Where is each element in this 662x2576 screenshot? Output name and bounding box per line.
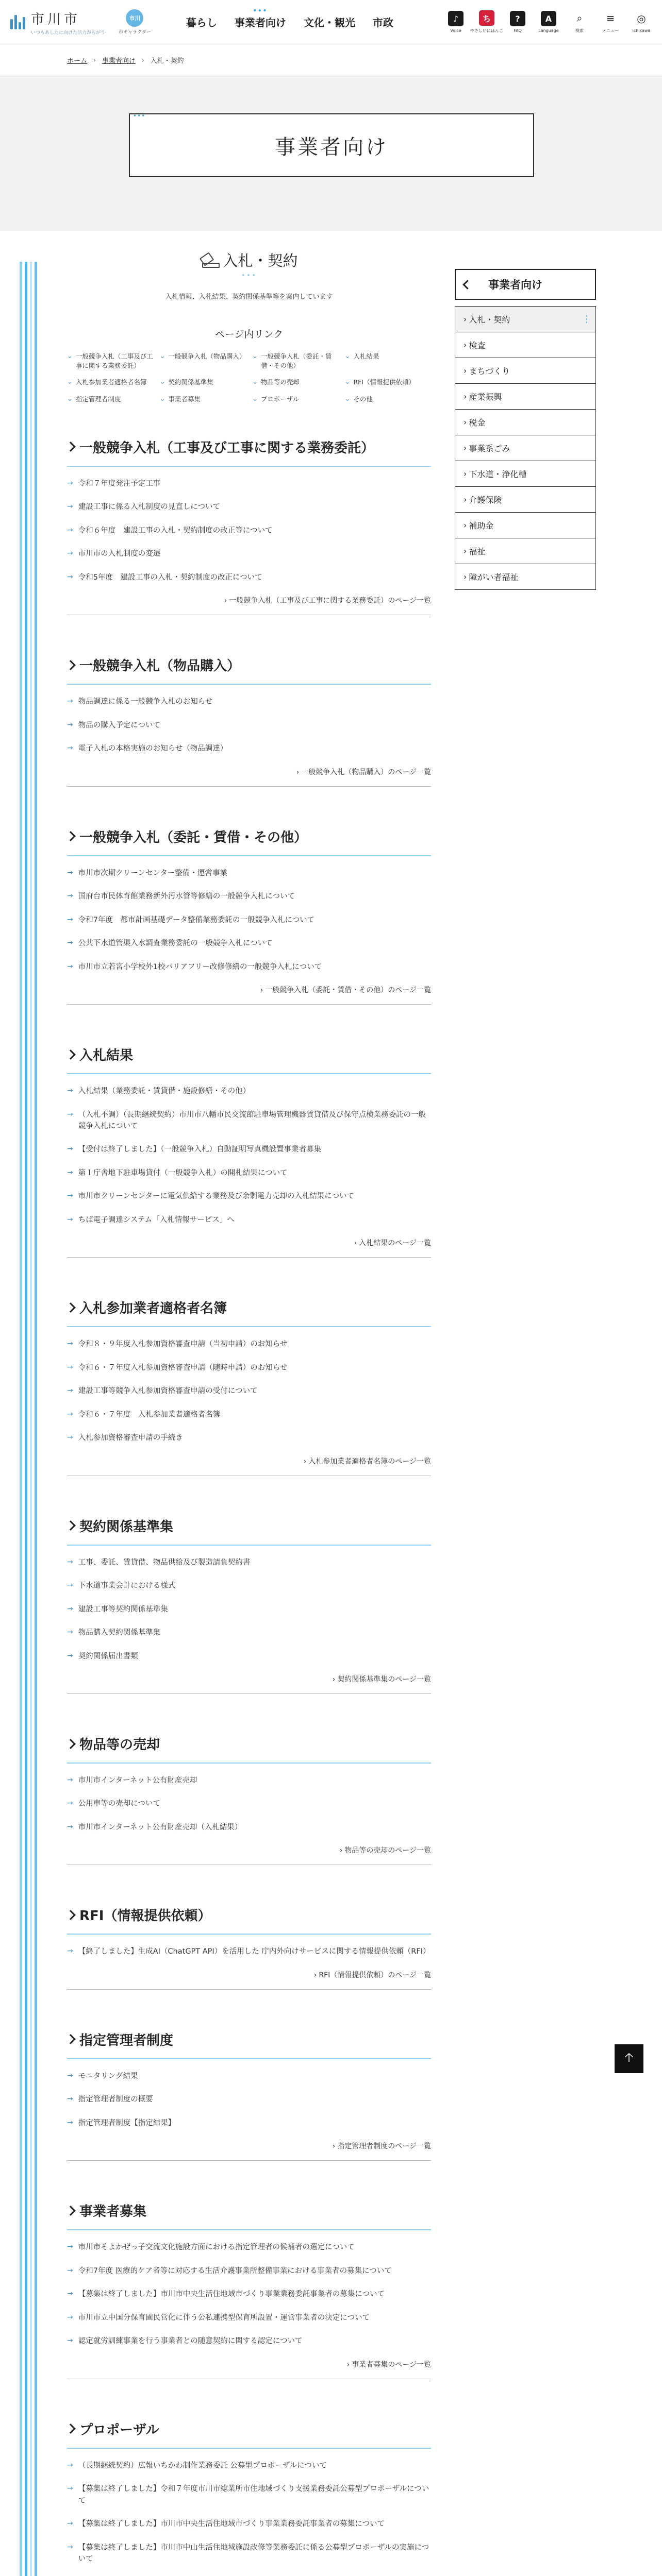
content-block [67,437,431,615]
chevron-right-icon [65,2206,76,2216]
arrow-right-icon: → [67,1947,73,1956]
hamburger-icon: ≡ [606,12,615,24]
arrow-right-icon: → [67,549,73,558]
content-blocks [67,437,431,2576]
list-item[interactable]: → 市川市そよかぜっ子交流文化施設方面における指定管理者の候補者の選定について [67,2242,431,2253]
arrow-right-icon: → [67,479,73,487]
arrow-right-icon: → [67,892,73,901]
breadcrumb-business[interactable]: 事業者向け [102,57,136,65]
chevron-right-icon: › [464,314,467,324]
list-item[interactable]: → 公共下水道管渠入水調査業務委託の一般競争入札について [67,938,431,949]
arrow-down-icon: ⌄ [159,395,166,403]
list-item[interactable]: → 市川市次期クリーンセンター整備・運営事業 [67,868,431,879]
chevron-right-icon: › [260,986,263,995]
content-block [67,1045,431,1258]
list-item[interactable]: → 令和６・７年度入札参加資格審査申請（随時申請）のお知らせ [67,1362,431,1374]
block-list [67,1338,431,1444]
arrow-right-icon: → [67,1340,73,1348]
more-link[interactable]: › 入札結果のページ一覧 [67,1238,431,1258]
mascot-label: 市キャラクター [119,29,151,35]
list-item[interactable]: → 入札結果（業務委託・賃貸借・施設修繕・その他） [67,1086,431,1097]
search-icon: ⌕ [576,12,583,24]
arrow-right-icon: → [67,2313,73,2321]
page-title-box [129,113,534,177]
sidebar-list [455,306,596,590]
page-link-item[interactable]: ⌄ 入札結果 [345,352,432,370]
chevron-right-icon: › [464,366,467,376]
page-link-item[interactable]: ⌄ 指定管理者制度 [67,395,154,404]
more-link[interactable]: › 一般競争入札（工事及び工事に関する業務委託）のページ一覧 [67,595,431,615]
site-header [0,0,662,44]
content-block [67,655,431,786]
chevron-right-icon: › [464,572,467,582]
nav-culture[interactable]: 文化・観光 [303,16,355,29]
main-content [67,231,431,2576]
sidebar-item[interactable]: › 介護保険 [455,487,595,513]
speaker-icon: ♪ [448,11,464,26]
nav-business[interactable]: ••• 事業者向け [235,14,286,29]
gavel-icon [200,252,220,268]
list-item[interactable]: → 工事、委託、賃貸借、物品供給及び製造請負契約書 [67,1557,431,1568]
block-list [67,1557,431,1662]
list-item[interactable]: → 市川市立若宮小学校外1校バリアフリー改修修繕の一般競争入札について [67,961,431,973]
more-link[interactable]: › 一般競争入札（委託・賃借・その他）のページ一覧 [67,985,431,1005]
page-title: ••• 事業者向け [275,135,388,159]
page-link-item[interactable]: ⌄ 事業者募集 [160,395,246,404]
block-heading: 入札参加業者適格者名簿 [67,1298,431,1327]
list-item[interactable]: → （入札不調）（長期継続契約）市川市八幡市民交流館駐車場管理機器賃貸借及び保守点検業務委託の一般競争入札について [67,1109,431,1132]
arrow-right-icon: → [67,502,73,511]
more-link[interactable]: › 物品等の売却のページ一覧 [67,1845,431,1865]
content-block [67,1734,431,1865]
block-heading: 事業者募集 [67,2201,431,2230]
list-item[interactable]: → 公用車等の売却について [67,1798,431,1809]
content-block [67,2030,431,2161]
easy-japanese-button[interactable]: ち やさしいにほんご [475,10,498,33]
sidebar-item[interactable]: › 障がい者福祉 [455,564,595,590]
chevron-right-icon: › [224,597,227,605]
sidebar-item[interactable]: › 事業系ごみ [455,435,595,461]
arrow-right-icon: → [67,1557,73,1566]
page-links [67,327,431,404]
arrow-down-icon: ⌄ [252,352,258,360]
list-item[interactable]: → 市川市インターネット公有財産売却（入札結果） [67,1822,431,1833]
section-header [67,249,431,301]
arrow-right-icon: → [67,1776,73,1784]
page-links-grid [67,352,431,404]
content-block [67,1516,431,1694]
breadcrumb-current: 入札・契約 [150,57,184,65]
list-item[interactable]: → 物品購入契約関係基準集 [67,1627,431,1638]
arrow-down-icon: ⌄ [344,395,351,403]
breadcrumb-home[interactable]: ホーム [67,57,88,65]
sidebar-item[interactable]: › 下水道・浄化槽 [455,461,595,487]
list-item[interactable]: → 令和7年度 医療的ケア者等に対応する生活介護事業所整備事業における事業者の募集について [67,2265,431,2277]
arrow-right-icon: → [67,2071,73,2080]
chevron-right-icon: › [464,495,467,504]
page-link-item[interactable]: ⌄ 入札参加業者適格者名簿 [67,378,154,387]
voice-button[interactable]: ♪ Voice [444,11,467,33]
chevron-right-icon [65,442,76,452]
list-item[interactable]: → 電子入札の本格実施のお知らせ（物品調達） [67,743,431,754]
chevron-right-icon: › [464,469,467,479]
arrow-right-icon: → [67,962,73,971]
page-link-item[interactable]: ⌄ プロポーザル [252,395,339,404]
list-item[interactable]: → 【募集は終了しました】令和７年度市川市総業所市住地域づくり支援業務委託公募型プロポーザルについて [67,2483,431,2506]
menu-button[interactable]: ≡ メニュー [599,10,622,33]
list-item[interactable]: → ちば電子調達システム「入札情報サービス」へ [67,1214,431,1226]
title-area [0,76,662,231]
arrow-down-icon: ⌄ [159,378,166,386]
chevron-right-icon [65,660,76,670]
chevron-right-icon [65,2034,76,2044]
page-link-item[interactable]: ⌄ 一般競争入札（委託・賃借・その他） [252,352,339,370]
list-item[interactable]: → 下水道事業会計における様式 [67,1580,431,1591]
logo-name: 市川市 [31,11,81,27]
chevron-right-icon [65,1049,76,1060]
more-link[interactable]: › RFI（情報提供依頼）のページ一覧 [67,1970,431,1990]
arrow-right-icon: → [67,1822,73,1831]
arrow-down-icon: ⌄ [344,378,351,386]
content-block [67,2201,431,2379]
content-block [67,1905,431,1989]
arrow-right-icon: → [67,1215,73,1224]
block-heading: 入札結果 [67,1045,431,1074]
list-item[interactable]: → 市川市インターネット公有財産売却 [67,1775,431,1786]
more-link[interactable]: › 一般競争入札（物品購入）のページ一覧 [67,767,431,787]
arrow-down-icon: ⌄ [67,395,73,403]
block-list [67,2071,431,2129]
arrow-down-icon: ⌄ [344,352,351,360]
list-item[interactable]: → 第１庁舎地下駐車場貸付（一般競争入札）の開札結果について [67,1167,431,1179]
global-nav [186,14,393,29]
language-icon: A [541,11,556,26]
list-item[interactable]: → 令和７年度発注予定工事 [67,478,431,489]
sidebar [455,269,596,590]
sidebar-item[interactable]: › まちづくり [455,358,595,384]
faq-button[interactable]: ? FAQ [506,11,529,33]
arrow-right-icon: → [67,1410,73,1418]
list-item[interactable]: → 令和８・９年度入札参加資格審査申請（当初申請）のお知らせ [67,1338,431,1350]
page-link-item[interactable]: ⌄ その他 [345,395,432,404]
list-item[interactable]: → 入札参加資格審査申請の手続き [67,1432,431,1444]
list-item[interactable]: → 指定管理者制度の概要 [67,2094,431,2105]
page-link-item[interactable]: ⌄ 物品等の売却 [252,378,339,387]
arrow-right-icon: → [67,2336,73,2345]
chevron-right-icon: › [464,417,467,427]
list-item[interactable]: → 【受付は終了しました】（一般競争入札）自動証明写真機設置事業者募集 [67,1144,431,1155]
sidebar-item[interactable]: › 産業振興 [455,384,595,410]
chevron-right-icon: › [354,1239,357,1248]
chevron-right-icon: › [464,392,467,401]
arrow-right-icon: → [67,2461,73,2469]
arrow-right-icon: → [67,2266,73,2275]
arrow-right-icon: → [67,1192,73,1200]
section-description: 入札情報、入札結果、契約関係基準等を案内しています [165,293,333,301]
arrow-right-icon: → [67,1386,73,1395]
block-list [67,2242,431,2347]
main-wrap [0,231,662,2576]
sidebar-head[interactable]: 事業者向け [455,269,596,300]
chevron-right-icon [65,1302,76,1313]
logo-mark [9,13,27,31]
chevron-right-icon [65,1910,76,1920]
chevron-left-icon [462,280,472,289]
block-list [67,868,431,973]
list-item[interactable]: → 建設工事に係る入札制度の見直しについて [67,501,431,513]
list-item[interactable]: → 令和5年度 建設工事の入札・契約制度の改正について [67,572,431,583]
arrow-right-icon: → [67,697,73,706]
block-heading: RFI（情報提供依頼） [67,1905,431,1935]
block-list [67,478,431,583]
arrow-right-icon: → [67,1110,73,1118]
arrow-right-icon: → [67,2095,73,2104]
list-item[interactable]: → 指定管理者制度【指定結果】 [67,2117,431,2129]
utility-menu [444,10,653,33]
block-heading: プロポーザル [67,2419,431,2449]
section-title: 入札・契約 [223,252,298,269]
block-heading: 一般競争入札（物品購入） [67,655,431,685]
block-heading: 一般競争入札（委託・賃借・その他） [67,827,431,856]
arrow-right-icon: → [67,915,73,924]
arrow-down-icon: ⌄ [67,378,73,386]
decorative-stripes [20,262,37,2576]
back-to-top-button[interactable] [615,2044,643,2073]
arrow-right-icon: → [67,744,73,753]
block-heading: 契約関係基準集 [67,1516,431,1546]
list-item[interactable]: → 令和６年度 建設工事の入札・契約制度の改正等について [67,525,431,536]
arrow-right-icon: → [67,2484,73,2493]
page-link-item[interactable]: ⌄ 一般競争入札（工事及び工事に関する業務委託） [67,352,154,370]
list-item[interactable]: → 物品の購入予定について [67,720,431,731]
easy-japanese-icon: ち [479,10,494,26]
arrow-right-icon: → [67,868,73,877]
sidebar-item[interactable]: › 税金 [455,410,595,435]
chevron-right-icon: › [303,1457,307,1466]
chevron-right-icon [65,1520,76,1531]
chevron-right-icon: › [313,1971,317,1979]
arrow-right-icon: → [67,1628,73,1637]
list-item[interactable]: → （長期継続契約）広報いちかわ制作業務委託 公募型プロポーザルについて [67,2460,431,2471]
arrow-right-icon: → [67,526,73,534]
page-link-item[interactable]: ⌄ 契約関係基準集 [160,378,246,387]
logo-tagline: いつもあしたに向けた活力がちがう [31,30,106,36]
block-list [67,2460,431,2576]
chevron-right-icon: › [332,2142,336,2151]
ichikawa-icon: ◎ [637,12,646,25]
arrow-right-icon: → [67,1799,73,1808]
language-button[interactable]: A Language [537,11,560,33]
content-block [67,827,431,1005]
arrow-right-icon: → [67,1363,73,1371]
page-link-item[interactable]: ⌄ 一般競争入札（物品購入） [160,352,246,370]
chevron-right-icon: › [332,1675,336,1684]
block-list [67,696,431,754]
arrow-right-icon: → [67,572,73,581]
block-heading: 一般競争入札（工事及び工事に関する業務委託） [67,437,431,467]
chevron-right-icon: › [296,768,300,776]
arrow-right-icon: → [67,1604,73,1613]
question-icon: ? [510,11,525,26]
arrow-right-icon: → [67,1433,73,1442]
list-item[interactable]: → 建設工事等契約関係基準集 [67,1604,431,1615]
list-item[interactable]: → 認定就労訓練事業を行う事業者との随意契約に関する認定について [67,2335,431,2347]
list-item[interactable]: → モニタリング結果 [67,2071,431,2082]
more-link[interactable]: › 事業者募集のページ一覧 [67,2359,431,2379]
page-links-title: ページ内リンク [214,329,284,340]
chevron-right-icon [65,2424,76,2434]
block-list [67,1946,431,1957]
chevron-right-icon: › [141,56,144,64]
list-item[interactable]: → 市川市クリーンセンターに電気供給する業務及び余剰電力売却の入札結果について [67,1191,431,1202]
sidebar-item[interactable]: › 検査 [455,332,595,358]
list-item[interactable]: → 令和7年度 都市計画基礎データ整備業務委託の一般競争入札について [67,914,431,926]
page-link-item[interactable]: ⌄ RFI（情報提供依頼） [345,378,432,387]
block-list [67,1086,431,1226]
arrow-down-icon: ⌄ [67,352,73,360]
list-item[interactable]: → 市川市立中国分保育園民営化に伴う公私連携型保育所設置・運営事業者の決定について [67,2312,431,2324]
list-item[interactable]: → 令和６・７年度 入札参加業者適格者名簿 [67,1409,431,1420]
mascot-icon: 市川 [126,9,143,27]
more-link[interactable]: › 契約関係基準集のページ一覧 [67,1674,431,1694]
arrow-down-icon: ⌄ [159,352,166,360]
sidebar-item[interactable]: › 補助金 [455,513,595,538]
block-heading: 物品等の売却 [67,1734,431,1764]
arrow-up-icon: 🡡 [624,2049,634,2064]
search-button[interactable]: ⌕ 検索 [568,10,591,33]
arrow-right-icon: → [67,2118,73,2127]
site-logo[interactable] [9,9,105,36]
arrow-right-icon: → [67,1168,73,1177]
arrow-right-icon: → [67,939,73,947]
arrow-right-icon: → [67,1581,73,1590]
list-item[interactable]: → 【募集は終了しました】市川市中山生活住地域施設改修等業務委託に係る公募型プロポーザルの実施について [67,2542,431,2565]
list-item[interactable]: → 【募集は終了しました】市川市中央生活住地域市づくり事業業務委託事業者の募集について [67,2289,431,2300]
mascot-link[interactable] [119,9,151,35]
sidebar-item[interactable]: › 入札・契約 ⋮ [455,307,595,332]
arrow-right-icon: → [67,1651,73,1660]
arrow-right-icon: → [67,1087,73,1095]
list-item[interactable]: → 物品調達に係る一般競争入札のお知らせ [67,696,431,707]
sidebar-item[interactable]: › 福祉 [455,538,595,564]
list-item[interactable]: → 【終了しました】生成AI（ChatGPT API）を活用した 庁内外向けサービスに関する情報提供依頼（RFI） [67,1946,431,1957]
chevron-right-icon: › [464,546,467,556]
chevron-right-icon: › [346,2360,350,2369]
breadcrumb [0,44,662,76]
nav-kurashi[interactable]: 暮らし [186,16,217,29]
arrow-down-icon: ⌄ [252,378,258,386]
list-item[interactable]: → 【募集は終了しました】市川市中央生活住地域市づくり事業業務委託事業者の募集について [67,2518,431,2530]
ichikawa-button[interactable]: ◎ ichikawa [630,11,653,33]
list-item[interactable]: → 契約関係届出書類 [67,1651,431,1662]
list-item[interactable]: → 国府台市民体育館業務新外汚水管等修繕の一般競争入札について [67,891,431,902]
chevron-right-icon [65,1739,76,1749]
section-dots: ••• [241,272,257,280]
arrow-right-icon: → [67,2243,73,2251]
list-item[interactable]: → 建設工事等競争入札参加資格審査申請の受付について [67,1385,431,1397]
arrow-right-icon: → [67,2290,73,2298]
arrow-down-icon: ⌄ [252,395,258,403]
chevron-right-icon: › [464,520,467,530]
more-link[interactable]: › 指定管理者制度のページ一覧 [67,2141,431,2161]
list-item[interactable]: → 市川市の入札制度の変遷 [67,548,431,560]
chevron-right-icon: › [464,340,467,350]
chevron-right-icon: › [464,443,467,453]
chevron-right-icon [65,831,76,841]
arrow-right-icon: → [67,720,73,729]
block-heading: 指定管理者制度 [67,2030,431,2059]
content-block [67,1298,431,1476]
arrow-right-icon: → [67,2543,73,2551]
more-link[interactable]: › 入札参加業者適格者名簿のページ一覧 [67,1456,431,1476]
content-block [67,2419,431,2576]
block-list [67,1775,431,1833]
chevron-right-icon: › [339,1846,343,1855]
arrow-right-icon: → [67,1145,73,1154]
chevron-right-icon: › [93,56,96,64]
arrow-right-icon: → [67,2519,73,2528]
nav-shisei[interactable]: 市政 [372,16,393,29]
